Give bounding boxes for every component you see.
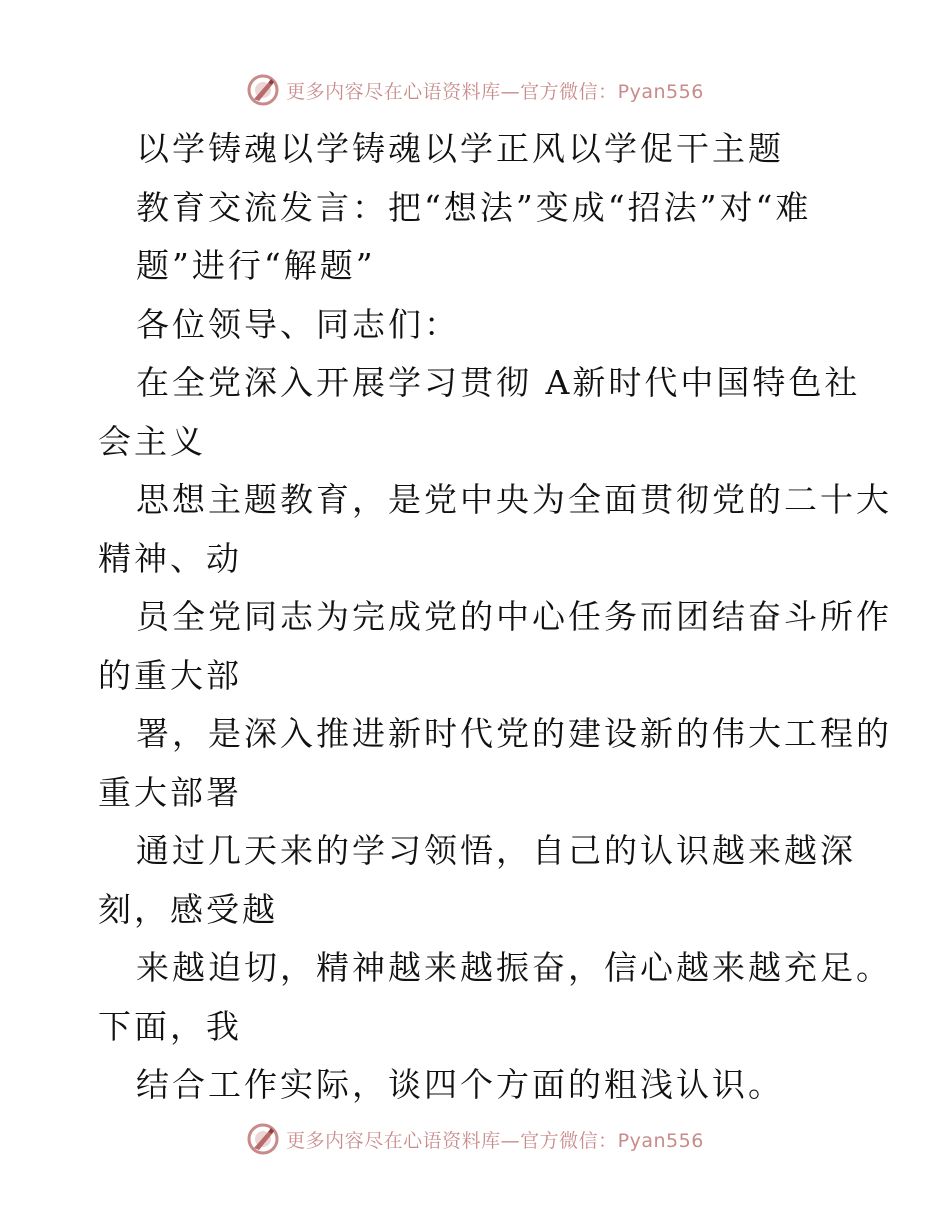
- document-body: [98, 120, 892, 1115]
- paragraph-line: 署，是深入推进新时代党的建设新的伟大工程的: [136, 714, 892, 753]
- header-watermark-text: 更多内容尽在心语资料库—官方微信：Pyan556: [286, 80, 704, 103]
- paragraph-line: 下面，我: [98, 1006, 242, 1046]
- salutation: 各位领导、同志们：: [136, 304, 460, 344]
- paragraph-line: 精神、动: [98, 538, 242, 578]
- paragraph-line: 的重大部: [98, 655, 242, 695]
- header-watermark: [0, 72, 950, 108]
- paragraph-line: 会主义: [98, 421, 206, 461]
- paragraph-line: 在全党深入开展学习贯彻 A新时代中国特色社: [136, 363, 861, 402]
- paragraph-line: 通过几天来的学习领悟，自己的认识越来越深: [136, 831, 856, 870]
- pen-seal-icon: [246, 1122, 280, 1156]
- pen-seal-icon: [246, 73, 280, 107]
- title-line-1: 以学铸魂以学铸魂以学正风以学促干主题: [136, 129, 784, 168]
- title-line-3: 题”进行“解题”: [136, 246, 376, 285]
- paragraph-line: 思想主题教育，是党中央为全面贯彻党的二十大: [136, 480, 892, 519]
- title-line-2: 教育交流发言：把“想法”变成“招法”对“难: [136, 187, 812, 227]
- paragraph-line: 来越迫切，精神越来越振奋，信心越来越充足。: [136, 948, 892, 987]
- paragraph-line: 结合工作实际，谈四个方面的粗浅认识。: [136, 1065, 784, 1104]
- paragraph-line: 刻，感受越: [98, 889, 278, 929]
- paragraph-line: 重大部署: [98, 772, 242, 812]
- footer-watermark: [0, 1121, 950, 1157]
- paragraph-line: 员全党同志为完成党的中心任务而团结奋斗所作: [136, 597, 892, 636]
- footer-watermark-text: 更多内容尽在心语资料库—官方微信：Pyan556: [286, 1129, 704, 1152]
